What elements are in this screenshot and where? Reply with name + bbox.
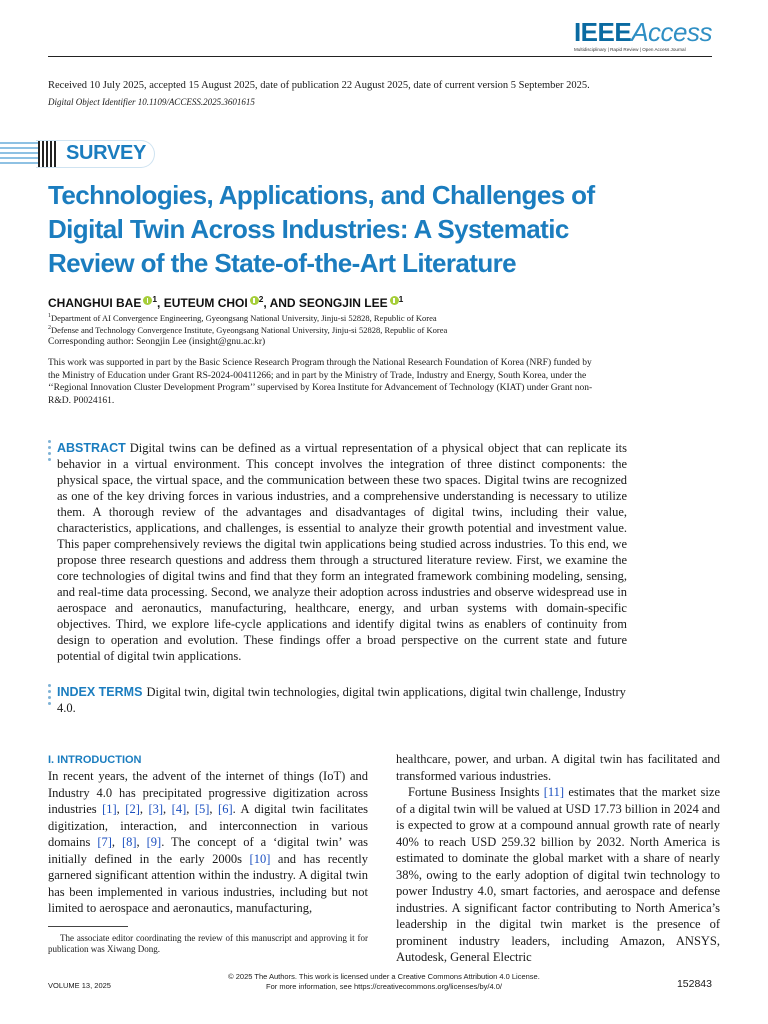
- author-affiliation-mark: 1: [152, 294, 158, 304]
- citation-link[interactable]: [5]: [194, 802, 210, 816]
- author-affiliation-mark: 1: [398, 294, 404, 304]
- orcid-icon[interactable]: [390, 296, 399, 305]
- citation-link[interactable]: [11]: [543, 785, 565, 799]
- introduction-right-column-continuation: healthcare, power, and urban. A digital twin has facilitated and transformed various industries.: [396, 752, 720, 783]
- citation-link[interactable]: [2]: [125, 802, 140, 816]
- license-line: © 2025 The Authors. This work is licensed under a Creative Commons Attribution 4.0 License.: [228, 972, 540, 981]
- footnote-divider: [48, 926, 128, 927]
- citation-link[interactable]: [7]: [97, 835, 112, 849]
- affiliation-mark: 1: [48, 313, 51, 319]
- header-divider: [48, 56, 712, 57]
- volume-label: VOLUME 13, 2025: [48, 981, 111, 990]
- article-type-badge: SURVEY: [66, 142, 147, 164]
- abstract-label: ABSTRACT: [57, 441, 126, 455]
- index-terms: [57, 684, 627, 716]
- affiliation-line: [48, 323, 447, 335]
- index-terms-dots-icon: [48, 684, 51, 708]
- section-heading-introduction: I. INTRODUCTION: [48, 754, 142, 766]
- author-name: CHANGHUI BAE: [48, 296, 142, 310]
- citation-link[interactable]: [9]: [146, 835, 162, 849]
- citation-link[interactable]: [10]: [249, 851, 271, 866]
- affiliation-text: Department of AI Convergence Engineering, Gyeongsang National University, Jinju-si 52828, Republic of Korea: [50, 312, 437, 323]
- orcid-icon[interactable]: [143, 296, 152, 305]
- paper-title: Technologies, Applications, and Challenges of Digital Twin Across Industries: A Systematic Review of the State-of-the-Art Literature: [48, 180, 595, 278]
- affiliations: [48, 311, 447, 336]
- abstract: [57, 440, 627, 664]
- logo-ieee-text: IEEE: [573, 17, 632, 47]
- introduction-left-column: In recent years, the advent of the internet of things (IoT) and Industry 4.0 has precipitated progressive digitization across industries [1], [2], [3], [4], [5], [6]. A digital twin facilitates digitization, interaction, and interconnection in various domains [7], [8], [9]. The concept of a ‘digital twin’ was initially defined in the early 2000s [10] and has recently garnered significant attention within the industry. A digital twin has been implemented in various industries, including but not limited to aerospace and aeronautics, manufacturing,: [48, 769, 369, 915]
- citation-link[interactable]: [1]: [102, 802, 117, 816]
- abstract-text: Digital twins can be defined as a virtual representation of a physical object that can replicate its behavior in a virtual environment. This concept involves the integration of three distinct components: the physical space, the virtual space, and the communication between these two spaces. Digital twins are recognized as one of the key driving forces in various industries, and a comprehensive understanding is necessary to utilize them. A thorough review of the advantages and disadvantages of digital twins, including their value, characteristics, applications, and challenges, is essential to analyze their growth potential and investment value. This paper comprehensively reviews the digital twin applications being studied across industries. To this end, we propose three research questions and address them through a structured literature review. First, we examine the core technologies of digital twins and find that they form an integrated framework combining modeling, sensing, and real-time data processing. Second, we analyze their adoption across industries and observe widespread use in aerospace and aeronautics, manufacturing, healthcare, energy, and urban systems with domain-specific objectives. Third, we explore life-cycle applications and identify digital twins as enablers of continuity from design to operation and evolution. These findings offer a broad perspective on the current state and future potential of digital twin applications.: [57, 441, 627, 663]
- ieee-access-logo: [574, 18, 712, 52]
- survey-badge-stripes-icon: [38, 141, 60, 167]
- citation-link[interactable]: [6]: [218, 802, 233, 816]
- orcid-icon[interactable]: [250, 296, 259, 305]
- page-number: 152843: [676, 978, 712, 990]
- author-separator: , AND: [263, 296, 299, 310]
- abstract-dots-icon: [48, 440, 51, 464]
- license-link[interactable]: For more information, see https://creativecommons.org/licenses/by/4.0/: [266, 981, 502, 991]
- funding-statement: This work was supported in part by the Basic Science Research Program through the National Research Foundation of Korea (NRF) funded by the Ministry of Education under Grant RS-2024-00411266; and in part by the Ministry of Trade, Industry and Energy, South Korea, under the ‘‘Regional Innovation Cluster Development Program’’ supervised by Korea Institute for Advancement of Technology (KIAT) under Grant non-R&D. P0024161.: [48, 358, 593, 406]
- introduction-right-column-paragraph: Fortune Business Insights [11] estimates that the market size of a digital twin will be valued at USD 17.73 billion in 2024 and is expected to grow at a compound annual growth rate of nearly 40% to reach USD 259.32 billion by 2032. North America is estimated to dominate the global market with a share of nearly 38%, owing to the early adoption of digital twin technology to power Industry 4.0, smart factories, and aerospace and defense industries. A significant factor contributing to North America’s leadership in the digital twin market is the presence of prominent industry leaders, including Amazon, ANSYS, Autodesk, General Electric: [396, 785, 720, 964]
- citation-link[interactable]: [8]: [121, 835, 137, 849]
- corresponding-author: Corresponding author: Seongjin Lee (insight@gnu.ac.kr): [48, 337, 266, 347]
- index-terms-text: Digital twin, digital twin technologies, digital twin applications, digital twin challenge, Industry 4.0.: [57, 685, 626, 715]
- author-name: SEONGJIN LEE: [298, 296, 388, 310]
- index-terms-label: INDEX TERMS: [57, 685, 143, 699]
- author-separator: ,: [157, 296, 164, 310]
- editor-footnote: The associate editor coordinating the review of this manuscript and approving it for publication was Xiwang Dong.: [48, 933, 368, 954]
- affiliation-mark: 2: [48, 325, 51, 332]
- survey-badge-bars-icon: [0, 140, 38, 168]
- author-list: [48, 294, 403, 310]
- author-affiliation-mark: 2: [258, 294, 264, 304]
- affiliation-text: Defense and Technology Convergence Institute, Gyeongsang National University, Jinju-si 52828, Republic of Korea: [50, 325, 448, 336]
- publication-dates: Received 10 July 2025, accepted 15 August 2025, date of publication 22 August 2025, date of current version 5 September 2025.: [48, 80, 590, 91]
- author-name: EUTEUM CHOI: [163, 296, 248, 310]
- affiliation-line: [48, 311, 447, 323]
- doi-line: Digital Object Identifier 10.1109/ACCESS.2025.3601615: [48, 97, 255, 107]
- logo-access-text: Access: [631, 17, 712, 47]
- logo-tagline: Multidisciplinary | Rapid Review | Open Access Journal: [573, 47, 686, 52]
- citation-link[interactable]: [4]: [171, 802, 187, 816]
- license-notice: [0, 972, 768, 991]
- citation-link[interactable]: [3]: [148, 802, 164, 816]
